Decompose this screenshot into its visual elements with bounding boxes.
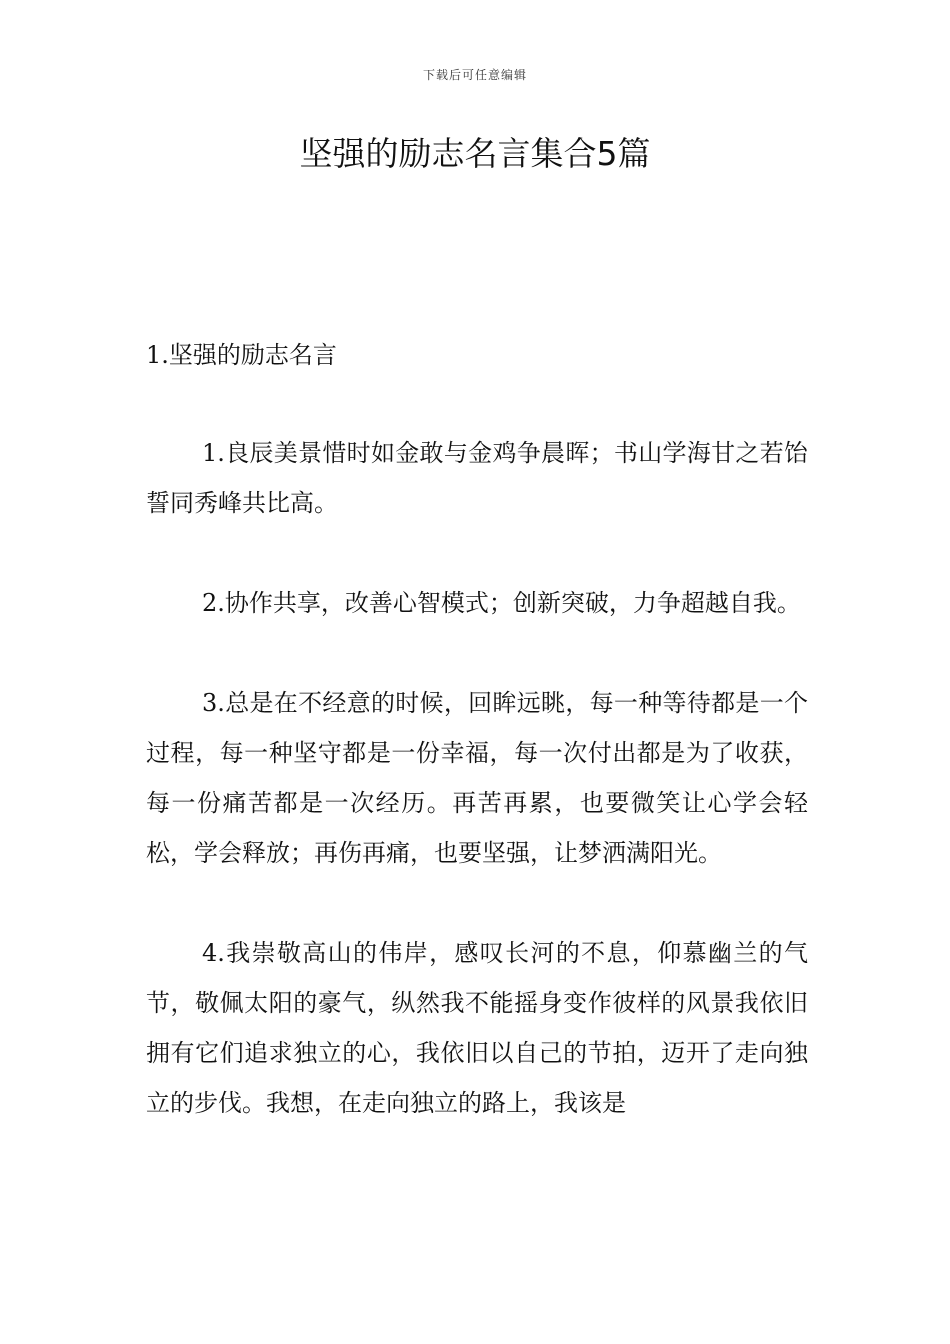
- section-heading: 1.坚强的励志名言: [146, 341, 337, 369]
- header-note: 下载后可任意编辑: [422, 68, 527, 82]
- quote-paragraph-4: 4.我崇敬高山的伟岸，感叹长河的不息，仰慕幽兰的气节，敬佩太阳的豪气，纵然我不能摇身变作彼样的风景我依旧拥有它们追求独立的心，我依旧以自己的节拍，迈开了走向独立的步伐。我想，在走向独立的路上，我该是: [146, 939, 808, 1117]
- document-title: 坚强的励志名言集合5篇: [299, 134, 651, 173]
- quote-paragraph-1: 1.良辰美景惜时如金敢与金鸡争晨晖；书山学海甘之若饴誓同秀峰共比高。: [146, 439, 808, 517]
- quote-paragraph-3: 3.总是在不经意的时候，回眸远眺，每一种等待都是一个过程，每一种坚守都是一份幸福，每一次付出都是为了收获，每一份痛苦都是一次经历。再苦再累，也要微笑让心学会轻松，学会释放；再伤再痛，也要坚强，让梦洒满阳光。: [146, 689, 808, 867]
- quote-paragraph-2: 2.协作共享，改善心智模式；创新突破，力争超越自我。: [202, 589, 801, 617]
- document-body: [146, 330, 808, 1178]
